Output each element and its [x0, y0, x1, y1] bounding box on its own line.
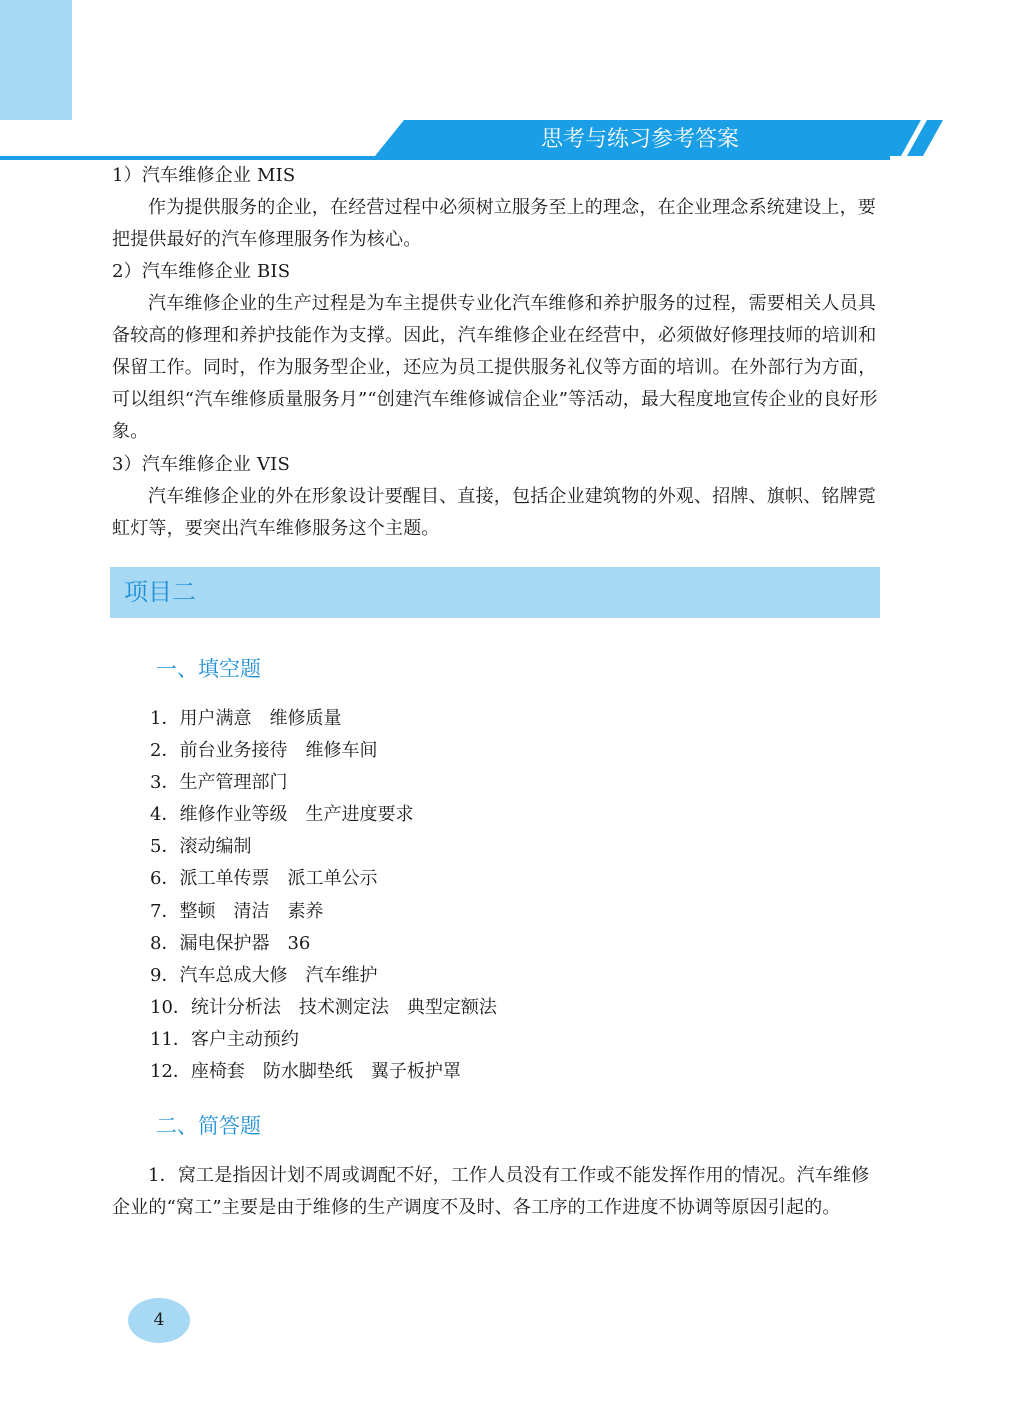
fill-answer-11: 11．客户主动预约: [150, 1029, 299, 1050]
fill-answer-3: 3．生产管理部门: [150, 772, 288, 793]
bis-body: 汽车维修企业的生产过程是为车主提供专业化汽车维修和养护服务的过程，需要相关人员具备较高的修理和养护技能作为支撑。因此，汽车维修企业在经营中，必须做好修理技师的培训和保留工作。同时，作为服务型企业，还应为员工提供服务礼仪等方面的培训。在外部行为方面，可以组织“汽车维修质量服务月”“创建汽车维修诚信企业”等活动，最大程度地宣传企业的良好形象。: [112, 293, 878, 442]
fill-answer-12: 12．座椅套 防水脚垫纸 翼子板护罩: [150, 1061, 461, 1082]
project-title: 项目二: [124, 578, 196, 606]
fill-answer-5: 5．滚动编制: [150, 836, 252, 857]
bis-heading: 2）汽车维修企业 BIS: [112, 261, 291, 282]
short-answer-heading: 二、简答题: [156, 1114, 261, 1138]
header-title: 思考与练习参考答案: [540, 127, 739, 152]
project-title-bar: [110, 567, 880, 618]
fill-answer-9: 9．汽车总成大修 汽车维护: [150, 965, 378, 986]
fill-answer-4: 4．维修作业等级 生产进度要求: [150, 804, 414, 825]
mis-body: 作为提供服务的企业，在经营过程中必须树立服务至上的理念，在企业理念系统建设上，要把提供最好的汽车修理服务作为核心。: [112, 197, 876, 250]
fill-blank-heading: 一、填空题: [156, 657, 261, 681]
fill-answer-7: 7．整顿 清洁 素养: [150, 901, 324, 922]
vis-heading: 3）汽车维修企业 VIS: [112, 454, 291, 475]
fill-answer-8: 8．漏电保护器 36: [150, 933, 311, 954]
mis-heading: 1）汽车维修企业 MIS: [112, 165, 296, 186]
corner-decoration: [0, 0, 72, 120]
page-number: 4: [153, 1310, 165, 1330]
fill-answer-2: 2．前台业务接待 维修车间: [150, 740, 378, 761]
short-answer-1: 1．窝工是指因计划不周或调配不好，工作人员没有工作或不能发挥作用的情况。汽车维修企业的“窝工”主要是由于维修的生产调度不及时、各工序的工作进度不协调等原因引起的。: [112, 1165, 870, 1218]
fill-answer-6: 6．派工单传票 派工单公示: [150, 868, 378, 889]
fill-answer-1: 1．用户满意 维修质量: [150, 708, 342, 729]
fill-answer-10: 10．统计分析法 技术测定法 典型定额法: [150, 997, 497, 1018]
vis-body: 汽车维修企业的外在形象设计要醒目、直接，包括企业建筑物的外观、招牌、旗帜、铭牌霓虹灯等，要突出汽车维修服务这个主题。: [112, 486, 876, 539]
